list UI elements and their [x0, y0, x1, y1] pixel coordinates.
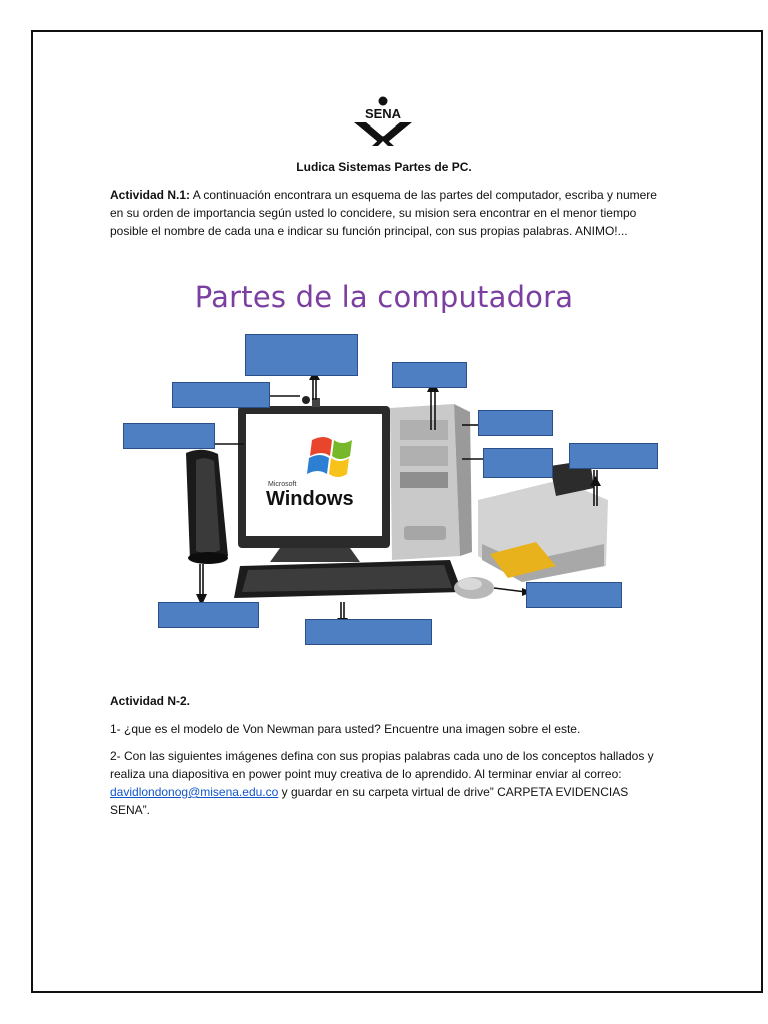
activity1-label: Actividad N.1: — [110, 188, 191, 202]
speaker-image — [186, 450, 228, 564]
keyboard-image — [234, 560, 462, 598]
label-box-tower-mid[interactable] — [483, 448, 553, 478]
sena-logo — [352, 96, 414, 146]
label-box-printer[interactable] — [569, 443, 658, 469]
activity1-paragraph — [110, 186, 670, 240]
label-box-tower-top[interactable] — [392, 362, 467, 388]
monitor-brand-text: Microsoft — [268, 481, 297, 488]
activity2-question2-tail: y guardar en su carpeta virtual de drive” CARPETA EVIDENCIAS SENA”. — [110, 785, 629, 817]
label-box-drive[interactable] — [478, 410, 553, 436]
label-box-monitor[interactable] — [172, 382, 270, 408]
webcam-image — [302, 396, 310, 404]
activity2-heading: Actividad N-2. — [110, 694, 191, 708]
activity1-text: A continuación encontrara un esquema de las partes del computador, escriba y numere en su orden de importancia según usted lo concidere, su mision sera encontrar en el menor tiempo posible el nombre de cada una e indicar su función principal, con sus propias palabras. ANIMO!... — [110, 188, 657, 238]
label-box-mouse[interactable] — [526, 582, 622, 608]
activity2-question2 — [110, 747, 670, 819]
activity2-question1: 1- ¿que es el modelo de Von Newman para usted? Encuentre una imagen sobre el este. — [110, 722, 581, 736]
mouse-image — [454, 577, 494, 599]
label-box-keyboard[interactable] — [305, 619, 432, 645]
monitor-image — [238, 398, 390, 562]
email-link[interactable]: davidlondonog@misena.edu.co — [110, 785, 279, 799]
diagram-title: Partes de la computadora — [194, 280, 574, 314]
document-title: Ludica Sistemas Partes de PC. — [296, 160, 472, 174]
label-box-speaker[interactable] — [158, 602, 259, 628]
activity2-question2-text: 2- Con las siguientes imágenes defina con sus propias palabras cada uno de los conceptos hallados y realiza una diapositiva en power point muy creativa de lo aprendido. Al terminar enviar al correo: — [110, 749, 654, 781]
monitor-os-text: Windows — [266, 488, 354, 510]
label-box-speaker-top[interactable] — [123, 423, 215, 449]
label-box-webcam[interactable] — [245, 334, 358, 376]
printer-image — [478, 460, 608, 582]
sena-logo-text: SENA — [364, 106, 402, 121]
